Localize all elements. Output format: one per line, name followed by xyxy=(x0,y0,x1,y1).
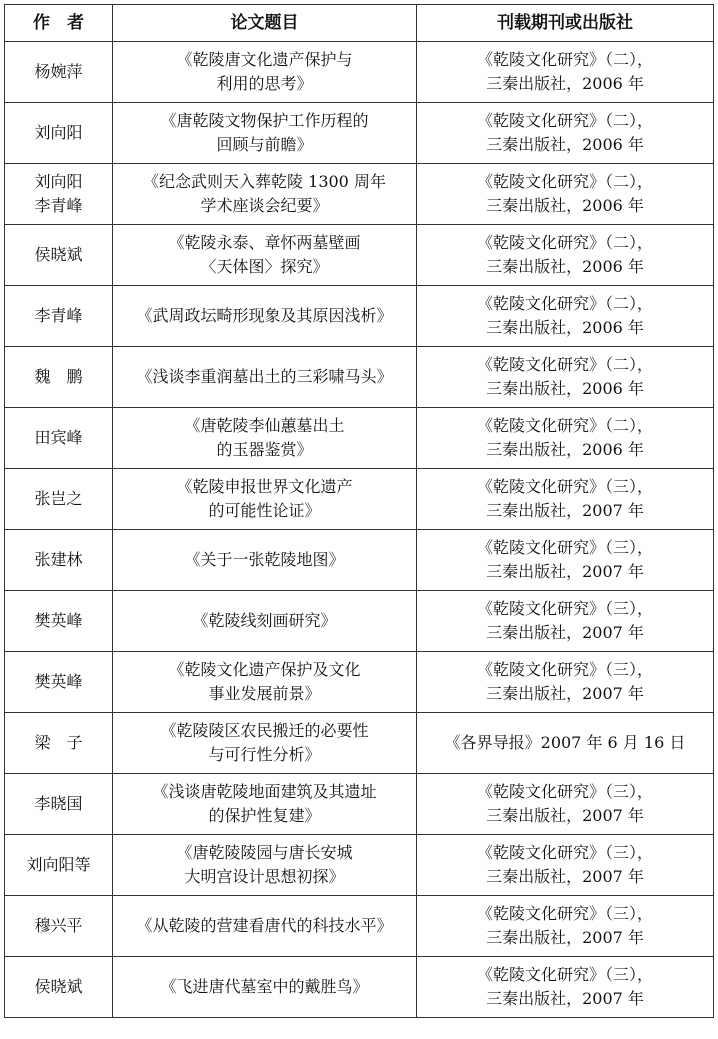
title-cell-line: 《乾陵申报世界文化遗产 xyxy=(176,477,353,496)
publication-cell-line: 三秦出版社，2007 年 xyxy=(486,684,644,703)
publication-cell-line: 三秦出版社，2007 年 xyxy=(486,623,644,642)
table-row xyxy=(5,408,714,469)
title-cell-line: 的可能性论证》 xyxy=(208,501,321,520)
publication-cell xyxy=(417,225,714,286)
author-cell-line: 田宾峰 xyxy=(34,428,83,447)
title-cell-line: 的玉器鉴赏》 xyxy=(216,440,313,459)
publication-cell-line: 三秦出版社，2006 年 xyxy=(486,257,644,276)
table-row xyxy=(5,164,714,225)
title-cell xyxy=(113,774,417,835)
author-cell xyxy=(5,713,113,774)
publication-cell-line: 三秦出版社，2007 年 xyxy=(486,806,644,825)
title-cell-line: 《乾陵永泰、章怀两墓壁画 xyxy=(168,233,361,252)
author-cell-line: 李青峰 xyxy=(34,196,83,215)
title-cell xyxy=(113,225,417,286)
publication-cell-line: 三秦出版社，2007 年 xyxy=(486,501,644,520)
title-cell-line: 《武周政坛畸形现象及其原因浅析》 xyxy=(136,306,393,325)
publication-cell-line: 三秦出版社，2007 年 xyxy=(486,867,644,886)
title-cell-line: 《飞进唐代墓室中的戴胜鸟》 xyxy=(160,977,369,996)
table-row xyxy=(5,774,714,835)
author-cell-line: 李晓国 xyxy=(34,794,83,813)
title-cell xyxy=(113,408,417,469)
title-cell-line: 《乾陵线刻画研究》 xyxy=(192,611,337,630)
author-cell-line: 张岂之 xyxy=(34,489,83,508)
table-row xyxy=(5,957,714,1018)
author-cell-line: 刘向阳 xyxy=(34,123,83,142)
publication-cell xyxy=(417,774,714,835)
publication-cell-line: 《乾陵文化研究》（三）， xyxy=(476,538,653,557)
publication-cell xyxy=(417,896,714,957)
title-cell xyxy=(113,42,417,103)
author-cell-line: 侯晓斌 xyxy=(34,245,83,264)
title-cell-line: 《乾陵陵区农民搬迁的必要性 xyxy=(160,721,369,740)
table-header xyxy=(5,5,714,42)
author-cell xyxy=(5,42,113,103)
author-cell xyxy=(5,774,113,835)
publication-cell-line: 《乾陵文化研究》（三）， xyxy=(476,660,653,679)
publication-cell-line: 《乾陵文化研究》（二）， xyxy=(476,111,653,130)
author-cell-line: 张建林 xyxy=(34,550,83,569)
title-cell xyxy=(113,713,417,774)
table-row xyxy=(5,835,714,896)
author-cell xyxy=(5,347,113,408)
title-cell-line: 《浅谈唐乾陵地面建筑及其遗址 xyxy=(152,782,377,801)
bibliography-table xyxy=(4,4,714,1018)
title-cell xyxy=(113,103,417,164)
publication-cell xyxy=(417,835,714,896)
publication-cell-line: 《乾陵文化研究》（三）， xyxy=(476,904,653,923)
table-row xyxy=(5,225,714,286)
title-cell xyxy=(113,164,417,225)
title-cell xyxy=(113,286,417,347)
author-cell-line: 樊英峰 xyxy=(34,611,83,630)
publication-cell-line: 三秦出版社，2007 年 xyxy=(486,562,644,581)
title-cell xyxy=(113,652,417,713)
author-cell xyxy=(5,652,113,713)
title-cell xyxy=(113,957,417,1018)
title-cell-line: 《唐乾陵陵园与唐长安城 xyxy=(176,843,353,862)
author-cell xyxy=(5,408,113,469)
author-cell xyxy=(5,469,113,530)
publication-cell-line: 三秦出版社，2007 年 xyxy=(486,989,644,1008)
title-cell-line: 事业发展前景》 xyxy=(208,684,321,703)
author-cell xyxy=(5,957,113,1018)
title-cell-line: 《从乾陵的营建看唐代的科技水平》 xyxy=(136,916,393,935)
publication-cell-line: 《各界导报》2007 年 6 月 16 日 xyxy=(444,733,686,752)
publication-cell-line: 三秦出版社，2006 年 xyxy=(486,74,644,93)
publication-cell-line: 三秦出版社，2006 年 xyxy=(486,135,644,154)
table-row xyxy=(5,469,714,530)
publication-cell-line: 《乾陵文化研究》（二）， xyxy=(476,50,653,69)
publication-cell xyxy=(417,408,714,469)
author-cell-line: 魏 鹏 xyxy=(34,367,83,386)
publication-cell-line: 《乾陵文化研究》（二）， xyxy=(476,355,653,374)
publication-cell-line: 《乾陵文化研究》（三）， xyxy=(476,477,653,496)
title-cell-line: 《纪念武则天入葬乾陵 1300 周年 xyxy=(143,172,386,191)
author-cell-line: 樊英峰 xyxy=(34,672,83,691)
title-cell-line: 与可行性分析》 xyxy=(208,745,321,764)
title-cell xyxy=(113,469,417,530)
author-cell xyxy=(5,835,113,896)
publication-cell-line: 《乾陵文化研究》（二）， xyxy=(476,172,653,191)
title-cell-line: 大明宫设计思想初探》 xyxy=(184,867,345,886)
publication-cell-line: 《乾陵文化研究》（三）， xyxy=(476,782,653,801)
author-cell xyxy=(5,896,113,957)
publication-cell-line: 三秦出版社，2006 年 xyxy=(486,196,644,215)
table-body xyxy=(5,42,714,1018)
publication-cell xyxy=(417,957,714,1018)
header-author: 作 者 xyxy=(5,5,113,42)
publication-cell xyxy=(417,42,714,103)
table-row xyxy=(5,896,714,957)
author-cell xyxy=(5,103,113,164)
author-cell-line: 侯晓斌 xyxy=(34,977,83,996)
publication-cell xyxy=(417,347,714,408)
publication-cell xyxy=(417,530,714,591)
table-row xyxy=(5,103,714,164)
header-title: 论文题目 xyxy=(113,5,417,42)
author-cell-line: 穆兴平 xyxy=(34,916,83,935)
table-row xyxy=(5,42,714,103)
title-cell-line: 《唐乾陵文物保护工作历程的 xyxy=(160,111,369,130)
title-cell xyxy=(113,530,417,591)
title-cell-line: 《乾陵唐文化遗产保护与 xyxy=(176,50,353,69)
publication-cell-line: 三秦出版社，2007 年 xyxy=(486,928,644,947)
title-cell-line: 〈天体图〉探究》 xyxy=(200,257,329,276)
author-cell xyxy=(5,286,113,347)
author-cell-line: 刘向阳 xyxy=(34,172,83,191)
author-cell xyxy=(5,530,113,591)
publication-cell-line: 《乾陵文化研究》（二）， xyxy=(476,416,653,435)
publication-cell xyxy=(417,591,714,652)
publication-cell-line: 《乾陵文化研究》（三）， xyxy=(476,599,653,618)
publication-cell-line: 《乾陵文化研究》（二）， xyxy=(476,294,653,313)
table-row xyxy=(5,713,714,774)
author-cell-line: 杨婉萍 xyxy=(34,62,83,81)
title-cell xyxy=(113,896,417,957)
publication-cell-line: 三秦出版社，2006 年 xyxy=(486,318,644,337)
publication-cell xyxy=(417,103,714,164)
title-cell-line: 学术座谈会纪要》 xyxy=(200,196,329,215)
title-cell-line: 《关于一张乾陵地图》 xyxy=(184,550,345,569)
table-row xyxy=(5,652,714,713)
table-row xyxy=(5,591,714,652)
author-cell xyxy=(5,164,113,225)
title-cell-line: 利用的思考》 xyxy=(216,74,313,93)
table-row xyxy=(5,286,714,347)
title-cell xyxy=(113,835,417,896)
title-cell xyxy=(113,591,417,652)
title-cell xyxy=(113,347,417,408)
table-row xyxy=(5,347,714,408)
publication-cell-line: 《乾陵文化研究》（三）， xyxy=(476,965,653,984)
title-cell-line: 《乾陵文化遗产保护及文化 xyxy=(168,660,361,679)
author-cell-line: 李青峰 xyxy=(34,306,83,325)
publication-cell-line: 三秦出版社，2006 年 xyxy=(486,440,644,459)
author-cell-line: 刘向阳等 xyxy=(26,855,91,874)
publication-cell xyxy=(417,652,714,713)
publication-cell xyxy=(417,713,714,774)
title-cell-line: 《浅谈李重润墓出土的三彩啸马头》 xyxy=(136,367,393,386)
author-cell xyxy=(5,225,113,286)
title-cell-line: 的保护性复建》 xyxy=(208,806,321,825)
publication-cell-line: 《乾陵文化研究》（二）， xyxy=(476,233,653,252)
author-cell xyxy=(5,591,113,652)
header-row xyxy=(5,5,714,42)
publication-cell xyxy=(417,286,714,347)
header-publication: 刊载期刊或出版社 xyxy=(417,5,714,42)
publication-cell xyxy=(417,469,714,530)
author-cell-line: 梁 子 xyxy=(34,733,83,752)
table-row xyxy=(5,530,714,591)
publication-cell-line: 三秦出版社，2006 年 xyxy=(486,379,644,398)
title-cell-line: 《唐乾陵李仙蕙墓出土 xyxy=(184,416,345,435)
publication-cell xyxy=(417,164,714,225)
title-cell-line: 回顾与前瞻》 xyxy=(216,135,313,154)
publication-cell-line: 《乾陵文化研究》（三）， xyxy=(476,843,653,862)
